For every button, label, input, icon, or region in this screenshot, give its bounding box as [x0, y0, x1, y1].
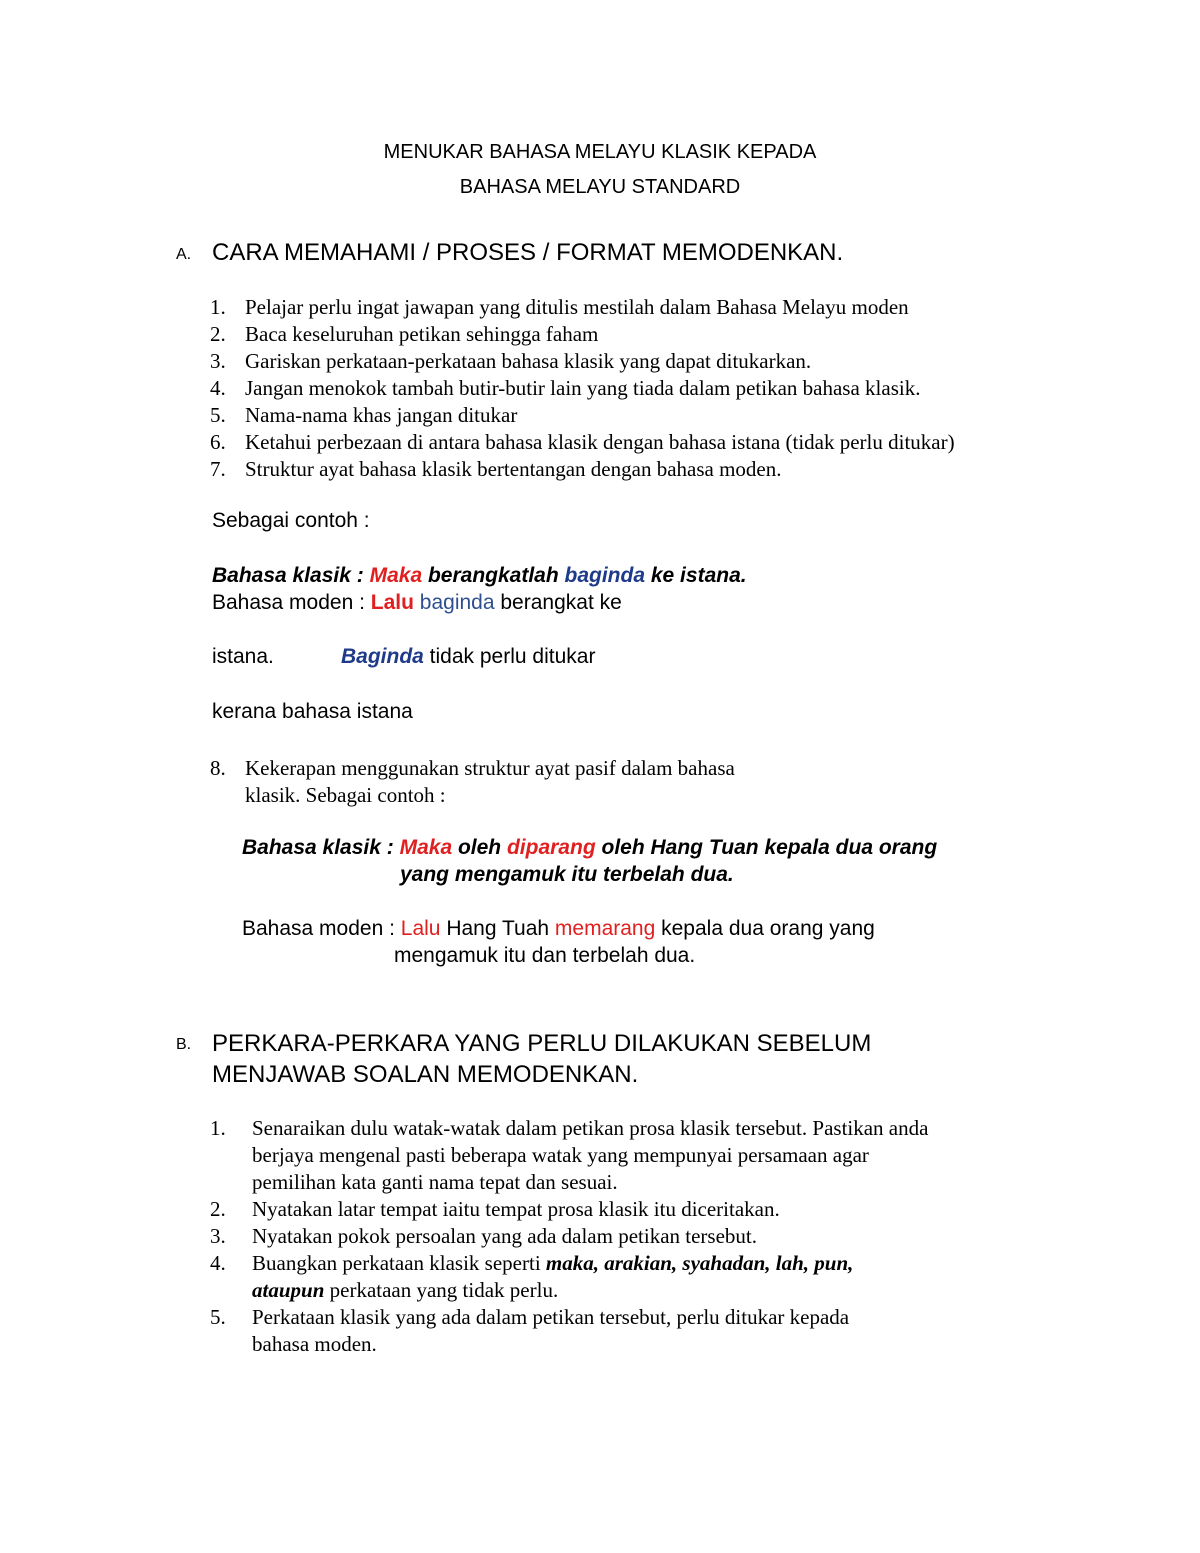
- list-item-number: 1.: [210, 1116, 226, 1140]
- list-item-text: perkataan yang tidak perlu.: [324, 1278, 559, 1302]
- list-item: [210, 1304, 928, 1331]
- list-item-text: Senaraikan dulu watak-watak dalam petikan prosa klasik tersebut. Pastikan anda: [252, 1116, 929, 1140]
- klasik-label: Bahasa klasik :: [242, 836, 400, 859]
- highlight-baginda-moden: baginda: [419, 591, 495, 614]
- example1-note-line2: kerana bahasa istana: [212, 700, 413, 723]
- klasik-label: Bahasa klasik :: [212, 564, 370, 587]
- highlight-lalu: Lalu: [400, 917, 441, 940]
- section-b-list: [210, 1115, 928, 1358]
- list-item-text: Baca keseluruhan petikan sehingga faham: [245, 322, 599, 346]
- list-item-number: 2.: [210, 322, 226, 346]
- list-item: [210, 348, 955, 375]
- list-item-text-continued: [210, 1277, 928, 1304]
- list-item-text-continued: bahasa moden.: [252, 1332, 377, 1356]
- section-a-list: [210, 294, 955, 483]
- list-item-number: 1.: [210, 295, 226, 319]
- example1-note: [341, 645, 595, 669]
- highlight-memarang: memarang: [554, 917, 656, 940]
- example1-istana: istana.: [212, 645, 274, 668]
- list-item-number: 6.: [210, 430, 226, 454]
- list-item: [210, 755, 735, 809]
- example2-klasik-line: [242, 836, 937, 860]
- list-item: [210, 1115, 928, 1142]
- document-title-line-2: BAHASA MELAYU STANDARD: [459, 176, 741, 198]
- highlight-diparang: diparang: [506, 836, 596, 859]
- list-item: [210, 1250, 928, 1277]
- section-a-heading: CARA MEMAHAMI / PROSES / FORMAT MEMODENKAN.: [212, 239, 844, 266]
- example2-moden-line: [242, 917, 875, 941]
- highlight-maka: Maka: [399, 836, 453, 859]
- emphasis-words: maka, arakian, syahadan, lah, pun,: [545, 1251, 854, 1275]
- list-item-number: 3.: [210, 1224, 226, 1248]
- list-item-number: 5.: [210, 1305, 226, 1329]
- section-b-heading: [212, 1028, 871, 1090]
- document-title-line-1: MENUKAR BAHASA MELAYU KLASIK KEPADA: [383, 141, 817, 163]
- moden-label: Bahasa moden :: [212, 591, 371, 614]
- list-item-text-continued: berjaya mengenal pasti beberapa watak yang mempunyai persamaan agar: [252, 1143, 869, 1167]
- list-item: [210, 456, 955, 483]
- emphasis-words: ataupun: [252, 1278, 325, 1302]
- list-item-text: Nyatakan pokok persoalan yang ada dalam petikan tersebut.: [252, 1224, 757, 1248]
- section-b-heading-line-1: PERKARA-PERKARA YANG PERLU DILAKUKAN SEBELUM: [212, 1030, 872, 1057]
- list-item-number: 3.: [210, 349, 226, 373]
- list-item-text: Buangkan perkataan klasik seperti: [252, 1251, 546, 1275]
- list-item-text-continued: pemilihan kata ganti nama tepat dan sesuai.: [252, 1170, 618, 1194]
- list-item: [210, 321, 955, 348]
- list-item-text: Nyatakan latar tempat iaitu tempat prosa klasik itu diceritakan.: [252, 1197, 780, 1221]
- list-item-number: 8.: [210, 756, 226, 780]
- list-item-text: Kekerapan menggunakan struktur ayat pasif dalam bahasa: [245, 756, 735, 780]
- klasik-text-rest: oleh Hang Tuan kepala dua orang: [595, 836, 938, 859]
- moden-text-end: berangkat ke: [494, 591, 622, 614]
- list-item: [210, 429, 955, 456]
- section-a-letter: A.: [176, 246, 192, 263]
- klasik-text-end: ke istana.: [645, 564, 747, 587]
- highlight-baginda-note: Baginda: [341, 645, 424, 668]
- moden-text-rest: kepala dua orang yang: [655, 917, 875, 940]
- list-item-text: Ketahui perbezaan di antara bahasa klasik dengan bahasa istana (tidak perlu ditukar): [245, 430, 955, 454]
- example2-klasik-line2: yang mengamuk itu terbelah dua.: [400, 863, 734, 886]
- list-item-number: 7.: [210, 457, 226, 481]
- klasik-text: oleh: [452, 836, 507, 859]
- list-item-text: Struktur ayat bahasa klasik bertentangan dengan bahasa moden.: [245, 457, 782, 481]
- section-b-heading-line-2: MENJAWAB SOALAN MEMODENKAN.: [212, 1061, 639, 1088]
- list-item: [210, 1196, 928, 1223]
- example1-klasik-line: [212, 564, 747, 588]
- moden-text: Hang Tuah: [440, 917, 555, 940]
- moden-label: Bahasa moden :: [242, 917, 401, 940]
- example1-moden-line: [212, 591, 622, 615]
- list-item-text: Gariskan perkataan-perkataan bahasa klasik yang dapat ditukarkan.: [245, 349, 812, 373]
- section-b-letter: B.: [176, 1036, 192, 1053]
- list-item-text: Pelajar perlu ingat jawapan yang ditulis mestilah dalam Bahasa Melayu moden: [245, 295, 909, 319]
- highlight-lalu: Lalu: [370, 591, 414, 614]
- highlight-maka: Maka: [369, 564, 423, 587]
- list-item-number: 2.: [210, 1197, 226, 1221]
- example-intro: Sebagai contoh :: [212, 509, 370, 532]
- list-item: [210, 402, 955, 429]
- list-item-number: 5.: [210, 403, 226, 427]
- highlight-baginda: baginda: [564, 564, 646, 587]
- note-text: tidak perlu ditukar: [423, 645, 596, 668]
- list-item-text-continued: klasik. Sebagai contoh :: [245, 783, 446, 807]
- list-item-text: Nama-nama khas jangan ditukar: [245, 403, 518, 427]
- list-item: [210, 375, 955, 402]
- list-item: [210, 1223, 928, 1250]
- example2-moden-line2: mengamuk itu dan terbelah dua.: [394, 944, 696, 967]
- list-item-number: 4.: [210, 376, 226, 400]
- list-item-number: 4.: [210, 1251, 226, 1275]
- list-item-text: Perkataan klasik yang ada dalam petikan tersebut, perlu ditukar kepada: [252, 1305, 850, 1329]
- list-item: [210, 294, 955, 321]
- list-item-text: Jangan menokok tambah butir-butir lain yang tiada dalam petikan bahasa klasik.: [245, 376, 921, 400]
- klasik-text: berangkatlah: [422, 564, 565, 587]
